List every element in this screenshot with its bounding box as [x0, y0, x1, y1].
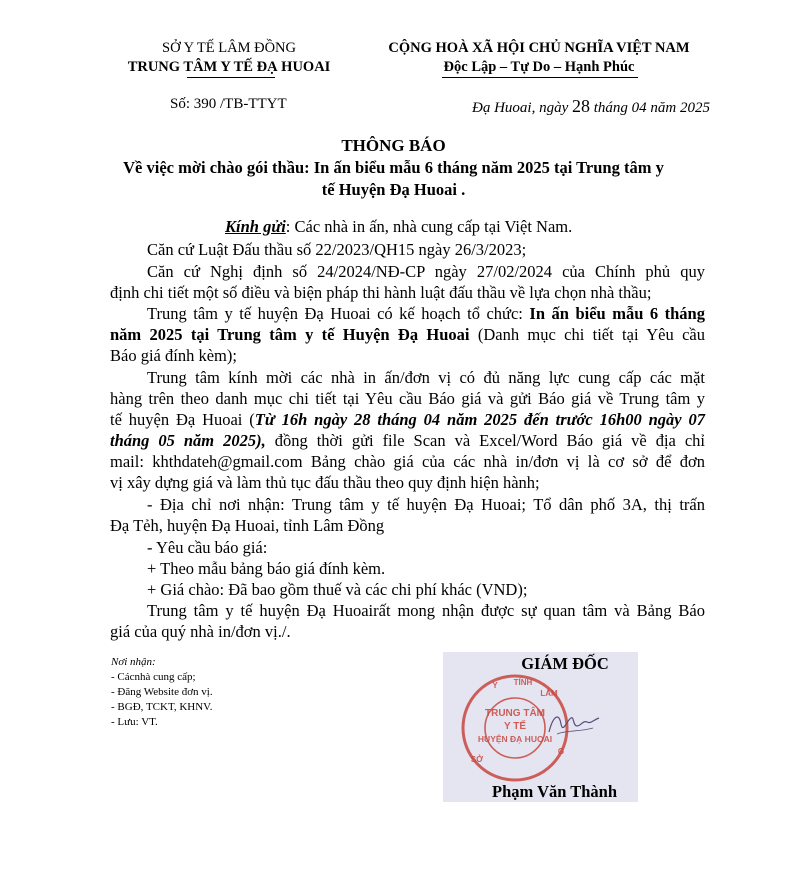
- closing-line2: giá của quý nhà in/đơn vị./.: [110, 622, 291, 641]
- plan-line2-text: (Danh mục chi tiết tại Yêu cầu: [469, 325, 705, 344]
- document-date: [472, 96, 710, 117]
- invite-line4: [110, 431, 705, 451]
- svg-text:TỈNH: TỈNH: [513, 678, 533, 687]
- recipient-item: - BGĐ, TCKT, KHNV.: [111, 701, 213, 713]
- date-day: 28: [572, 96, 590, 116]
- agency-underline: [187, 77, 275, 78]
- address-line2: Đạ Tẻh, huyện Đạ Huoai, tỉnh Lâm Đồng: [110, 516, 385, 535]
- invite-line3-text: tế huyện Đạ Huoai (: [110, 410, 255, 429]
- agency-name: TRUNG TÂM Y TẾ ĐẠ HUOAI: [127, 59, 331, 75]
- date-suffix: tháng 04 năm 2025: [590, 100, 710, 116]
- address-line1: - Địa chỉ nơi nhận: Trung tâm y tế huyện Đạ Huoai; Tổ dân phố 3A, thị trấn: [147, 495, 705, 514]
- signer-name: Phạm Văn Thành: [492, 782, 618, 801]
- invite-line5: mail: khthdateh@gmail.com Bảng chào giá của các nhà in/đơn vị là cơ sở để đơn: [110, 452, 705, 471]
- invite-deadline-a: Từ 16h ngày 28 tháng 04 năm 2025 đến trước 16h00 ngày 07: [254, 410, 705, 429]
- quote-price: + Giá chào: Đã bao gồm thuế và các chi phí khác (VND);: [147, 580, 528, 599]
- notice-subject-line1: Về việc mời chào gói thầu: In ấn biểu mẫu 6 tháng năm 2025 tại Trung tâm y: [123, 158, 664, 177]
- official-stamp-icon: [453, 672, 613, 792]
- invite-line2: hàng trên theo danh mục chi tiết tại Yêu cầu Báo giá và gửi Báo giá về Trung tâm y: [110, 389, 705, 408]
- invite-line6: vị xây dựng giá và làm thủ tục đấu thầu theo quy định hiện hành;: [110, 473, 540, 492]
- greeting-label: Kính gửi: [225, 217, 286, 236]
- agency-parent: SỞ Y TẾ LÂM ĐỒNG: [162, 40, 296, 56]
- motto-underline: [442, 77, 638, 78]
- recipient-item: - Đăng Website đơn vị.: [111, 686, 213, 698]
- quote-template: + Theo mẫu bảng báo giá đính kèm.: [147, 559, 386, 578]
- recipients-title: Nơi nhận:: [111, 656, 156, 668]
- notice-title: THÔNG BÁO: [341, 136, 446, 155]
- svg-text:G: G: [557, 747, 565, 756]
- plan-package-b: năm 2025 tại Trung tâm y tế Huyện Đạ Huoai: [110, 325, 470, 344]
- invite-line3: [110, 410, 705, 430]
- recipient-item: - Cácnhà cung cấp;: [111, 671, 196, 683]
- quote-requirements: - Yêu cầu báo giá:: [147, 538, 268, 557]
- svg-text:SỞ: SỞ: [470, 755, 484, 764]
- invite-line1: Trung tâm kính mời các nhà in ấn/đơn vị có đủ năng lực cung cấp các mặt: [147, 368, 705, 387]
- svg-text:TRUNG TÂM: TRUNG TÂM: [485, 708, 545, 719]
- svg-text:Y TẾ: Y TẾ: [503, 721, 527, 732]
- plan-line3: Báo giá đính kèm);: [110, 346, 237, 365]
- svg-text:Y: Y: [492, 681, 498, 690]
- recipient-item: - Lưu: VT.: [111, 716, 158, 728]
- national-motto: Độc Lập – Tự Do – Hạnh Phúc: [443, 59, 635, 75]
- closing-line1: Trung tâm y tế huyện Đạ Huoairất mong nhận được sự quan tâm và Bảng Báo: [147, 601, 705, 620]
- plan-line1-text: Trung tâm y tế huyện Đạ Huoai có kế hoạch tổ chức:: [147, 304, 530, 323]
- basis-decree-line1: Căn cứ Nghị định số 24/2024/NĐ-CP ngày 27/02/2024 của Chính phủ quy: [147, 262, 705, 281]
- signer-role: GIÁM ĐỐC: [521, 654, 609, 673]
- plan-line1: [147, 304, 705, 324]
- svg-text:HUYỆN ĐẠ HUOAI: HUYỆN ĐẠ HUOAI: [477, 734, 553, 744]
- invite-line4-text: đồng thời gửi file Scan và Excel/Word Báo giá về địa chỉ: [265, 431, 705, 450]
- greeting: [225, 217, 572, 237]
- basis-decree-line2: định chi tiết một số điều và biện pháp thi hành luật đấu thầu về lựa chọn nhà thầu;: [110, 283, 652, 302]
- date-prefix: Đạ Huoai, ngày: [472, 100, 572, 116]
- basis-law: Căn cứ Luật Đấu thầu số 22/2023/QH15 ngày 26/3/2023;: [147, 240, 527, 259]
- plan-package-a: In ấn biểu mẫu 6 tháng: [529, 304, 705, 323]
- plan-line2: [110, 325, 705, 345]
- svg-text:LÂM: LÂM: [540, 689, 558, 698]
- national-title: CỘNG HOÀ XÃ HỘI CHỦ NGHĨA VIỆT NAM: [388, 40, 690, 56]
- greeting-text: : Các nhà in ấn, nhà cung cấp tại Việt Nam.: [285, 217, 573, 236]
- document-number: Số: 390 /TB-TTYT: [170, 96, 287, 112]
- invite-deadline-b: tháng 05 năm 2025),: [110, 431, 266, 450]
- notice-subject-line2: tế Huyện Đạ Huoai .: [321, 180, 466, 199]
